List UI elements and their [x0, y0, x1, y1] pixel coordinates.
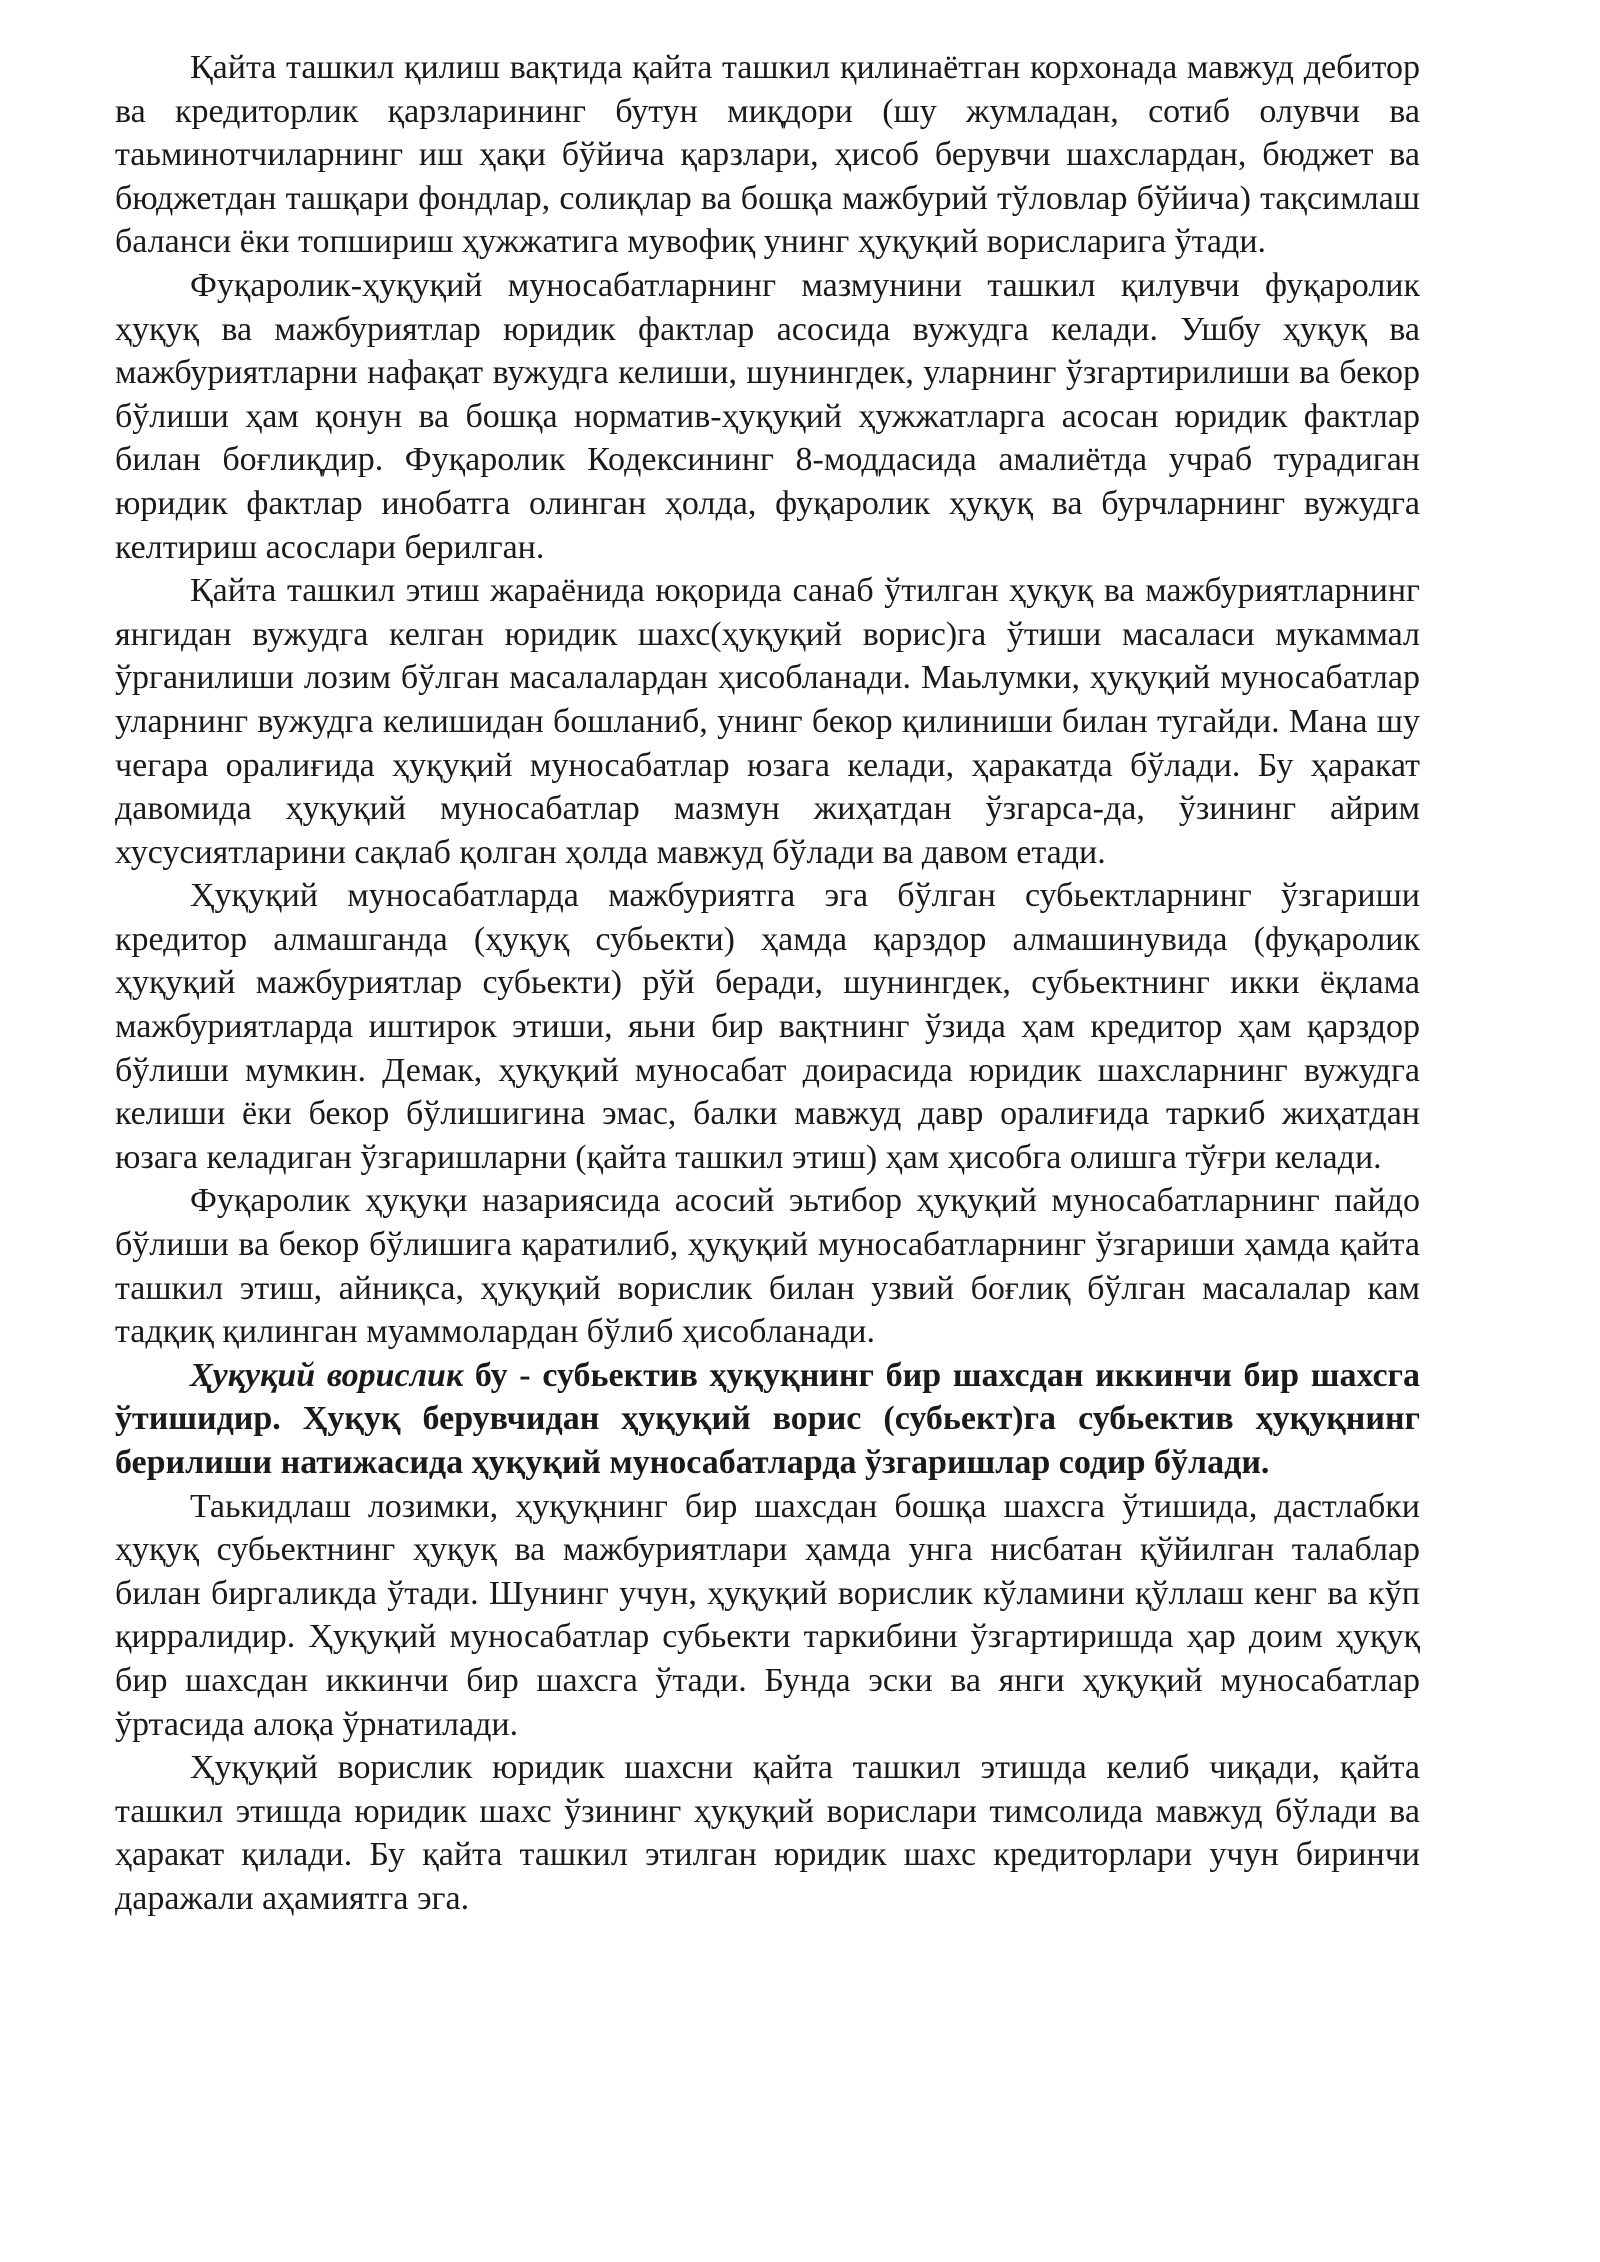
paragraph-subject-change: Ҳуқуқий муносабатларда мажбуриятга эга бўлган субьектларнинг ўзгариши кредитор алмашганда (ҳуқуқ субьекти) ҳамда қарздор алмашинувида (фуқаролик ҳуқуқий мажбуриятлар субьекти) рўй беради, шунингдек, субьектнинг икки ёқлама мажбуриятларда иштирок этиши, яьни бир вақтнинг ўзида ҳам кредитор ҳам қарздор бўлиши мумкин. Демак, ҳуқуқий муносабат доирасида юридик шахсларнинг вужудга келиши ёки бекор бўлишигина эмас, балки мавжуд давр оралиғида таркиб жиҳатдан юзага келадиган ўзгаришларни (қайта ташкил этиш) ҳам ҳисобга олишга тўғри келади. [115, 877, 1420, 1176]
paragraph-rights-transfer: Қайта ташкил этиш жараёнида юқорида санаб ўтилган ҳуқуқ ва мажбуриятларнинг янгидан вужудга келган юридик шахс(ҳуқуқий ворис)га ўтиши масаласи мукаммал ўрганилиши лозим бўлган масалалардан ҳисобланади. Маьлумки, ҳуқуқий муносабатлар уларнинг вужудга келишидан бошланиб, унинг бекор қилиниши билан тугайди. Мана шу чегара оралиғида ҳуқуқий муносабатлар юзага келади, ҳаракатда бўлади. Бу ҳаракат давомида ҳуқуқий муносабатлар мазмун жиҳатдан ўзгарса-да, ўзининг айрим хусусиятларини сақлаб қолган ҳолда мавжуд бўлади ва давом етади. [115, 572, 1420, 871]
definition-text: бу - субьектив ҳуқуқнинг бир шахсдан иккинчи бир шахсга ўтишидир. Ҳуқуқ берувчидан ҳуқуқий ворис (субьект)га субьектив ҳуқуқнинг берилиши натижасида ҳуқуқий муносабатларда ўзгаришлар содир бўлади. [115, 1356, 1420, 1481]
paragraph-reorganization-debts: Қайта ташкил қилиш вақтида қайта ташкил қилинаётган корхонада мавжуд дебитор ва кредиторлик қарзларининг бутун миқдори (шу жумладан, сотиб олувчи ва таьминотчиларнинг иш ҳақи бўйича қарзлари, ҳисоб берувчи шахслардан, бюджет ва бюджетдан ташқари фондлар, солиқлар ва бошқа мажбурий тўловлар бўйича) тақсимлаш баланси ёки топшириш ҳужжатига мувофиқ унинг ҳуқуқий ворисларига ўтади. [115, 49, 1420, 261]
paragraph-definition [115, 1354, 1420, 1485]
definition-term: Ҳуқуқий ворислик [190, 1356, 464, 1394]
document-page [115, 46, 1420, 1921]
paragraph-civil-law-theory: Фуқаролик ҳуқуқи назариясида асосий эьтибор ҳуқуқий муносабатларнинг пайдо бўлиши ва бекор бўлишига қаратилиб, ҳуқуқий муносабатларнинг ўзгариши ҳамда қайта ташкил этиш, айниқса, ҳуқуқий ворислик билан узвий боғлиқ бўлган масалалар кам тадқиқ қилинган муаммолардан бўлиб ҳисобланади. [115, 1182, 1420, 1351]
paragraph-civil-legal-relations: Фуқаролик-ҳуқуқий муносабатларнинг мазмунини ташкил қилувчи фуқаролик ҳуқуқ ва мажбуриятлар юридик фактлар асосида вужудга келади. Ушбу ҳуқуқ ва мажбуриятларни нафақат вужудга келиши, шунингдек, уларнинг ўзгартирилиши ва бекор бўлиши ҳам қонун ва бошқа норматив-ҳуқуқий ҳужжатларга асосан юридик фактлар билан боғлиқдир. Фуқаролик Кодексининг 8-моддасида амалиётда учраб турадиган юридик фактлар инобатга олинган ҳолда, фуқаролик ҳуқуқ ва бурчларнинг вужудга келтириш асослари берилган. [115, 266, 1420, 566]
paragraph-emphasis: Таькидлаш лозимки, ҳуқуқнинг бир шахсдан бошқа шахсга ўтишида, дастлабки ҳуқуқ субьектнинг ҳуқуқ ва мажбуриятлари ҳамда унга нисбатан қўйилган талаблар билан биргаликда ўтади. Шунинг учун, ҳуқуқий ворислик кўламини қўллаш кенг ва кўп қирралидир. Ҳуқуқий муносабатлар субьекти таркибини ўзгартиришда ҳар доим ҳуқуқ бир шахсдан иккинчи бир шахсга ўтади. Бунда эски ва янги ҳуқуқий муносабатлар ўртасида алоқа ўрнатилади. [115, 1487, 1420, 1743]
paragraph-succession-reorganization: Ҳуқуқий ворислик юридик шахсни қайта ташкил этишда келиб чиқади, қайта ташкил этишда юридик шахс ўзининг ҳуқуқий ворислари тимсолида мавжуд бўлади ва ҳаракат қилади. Бу қайта ташкил этилган юридик шахс кредиторлари учун биринчи даражали аҳамиятга эга. [115, 1749, 1420, 1917]
